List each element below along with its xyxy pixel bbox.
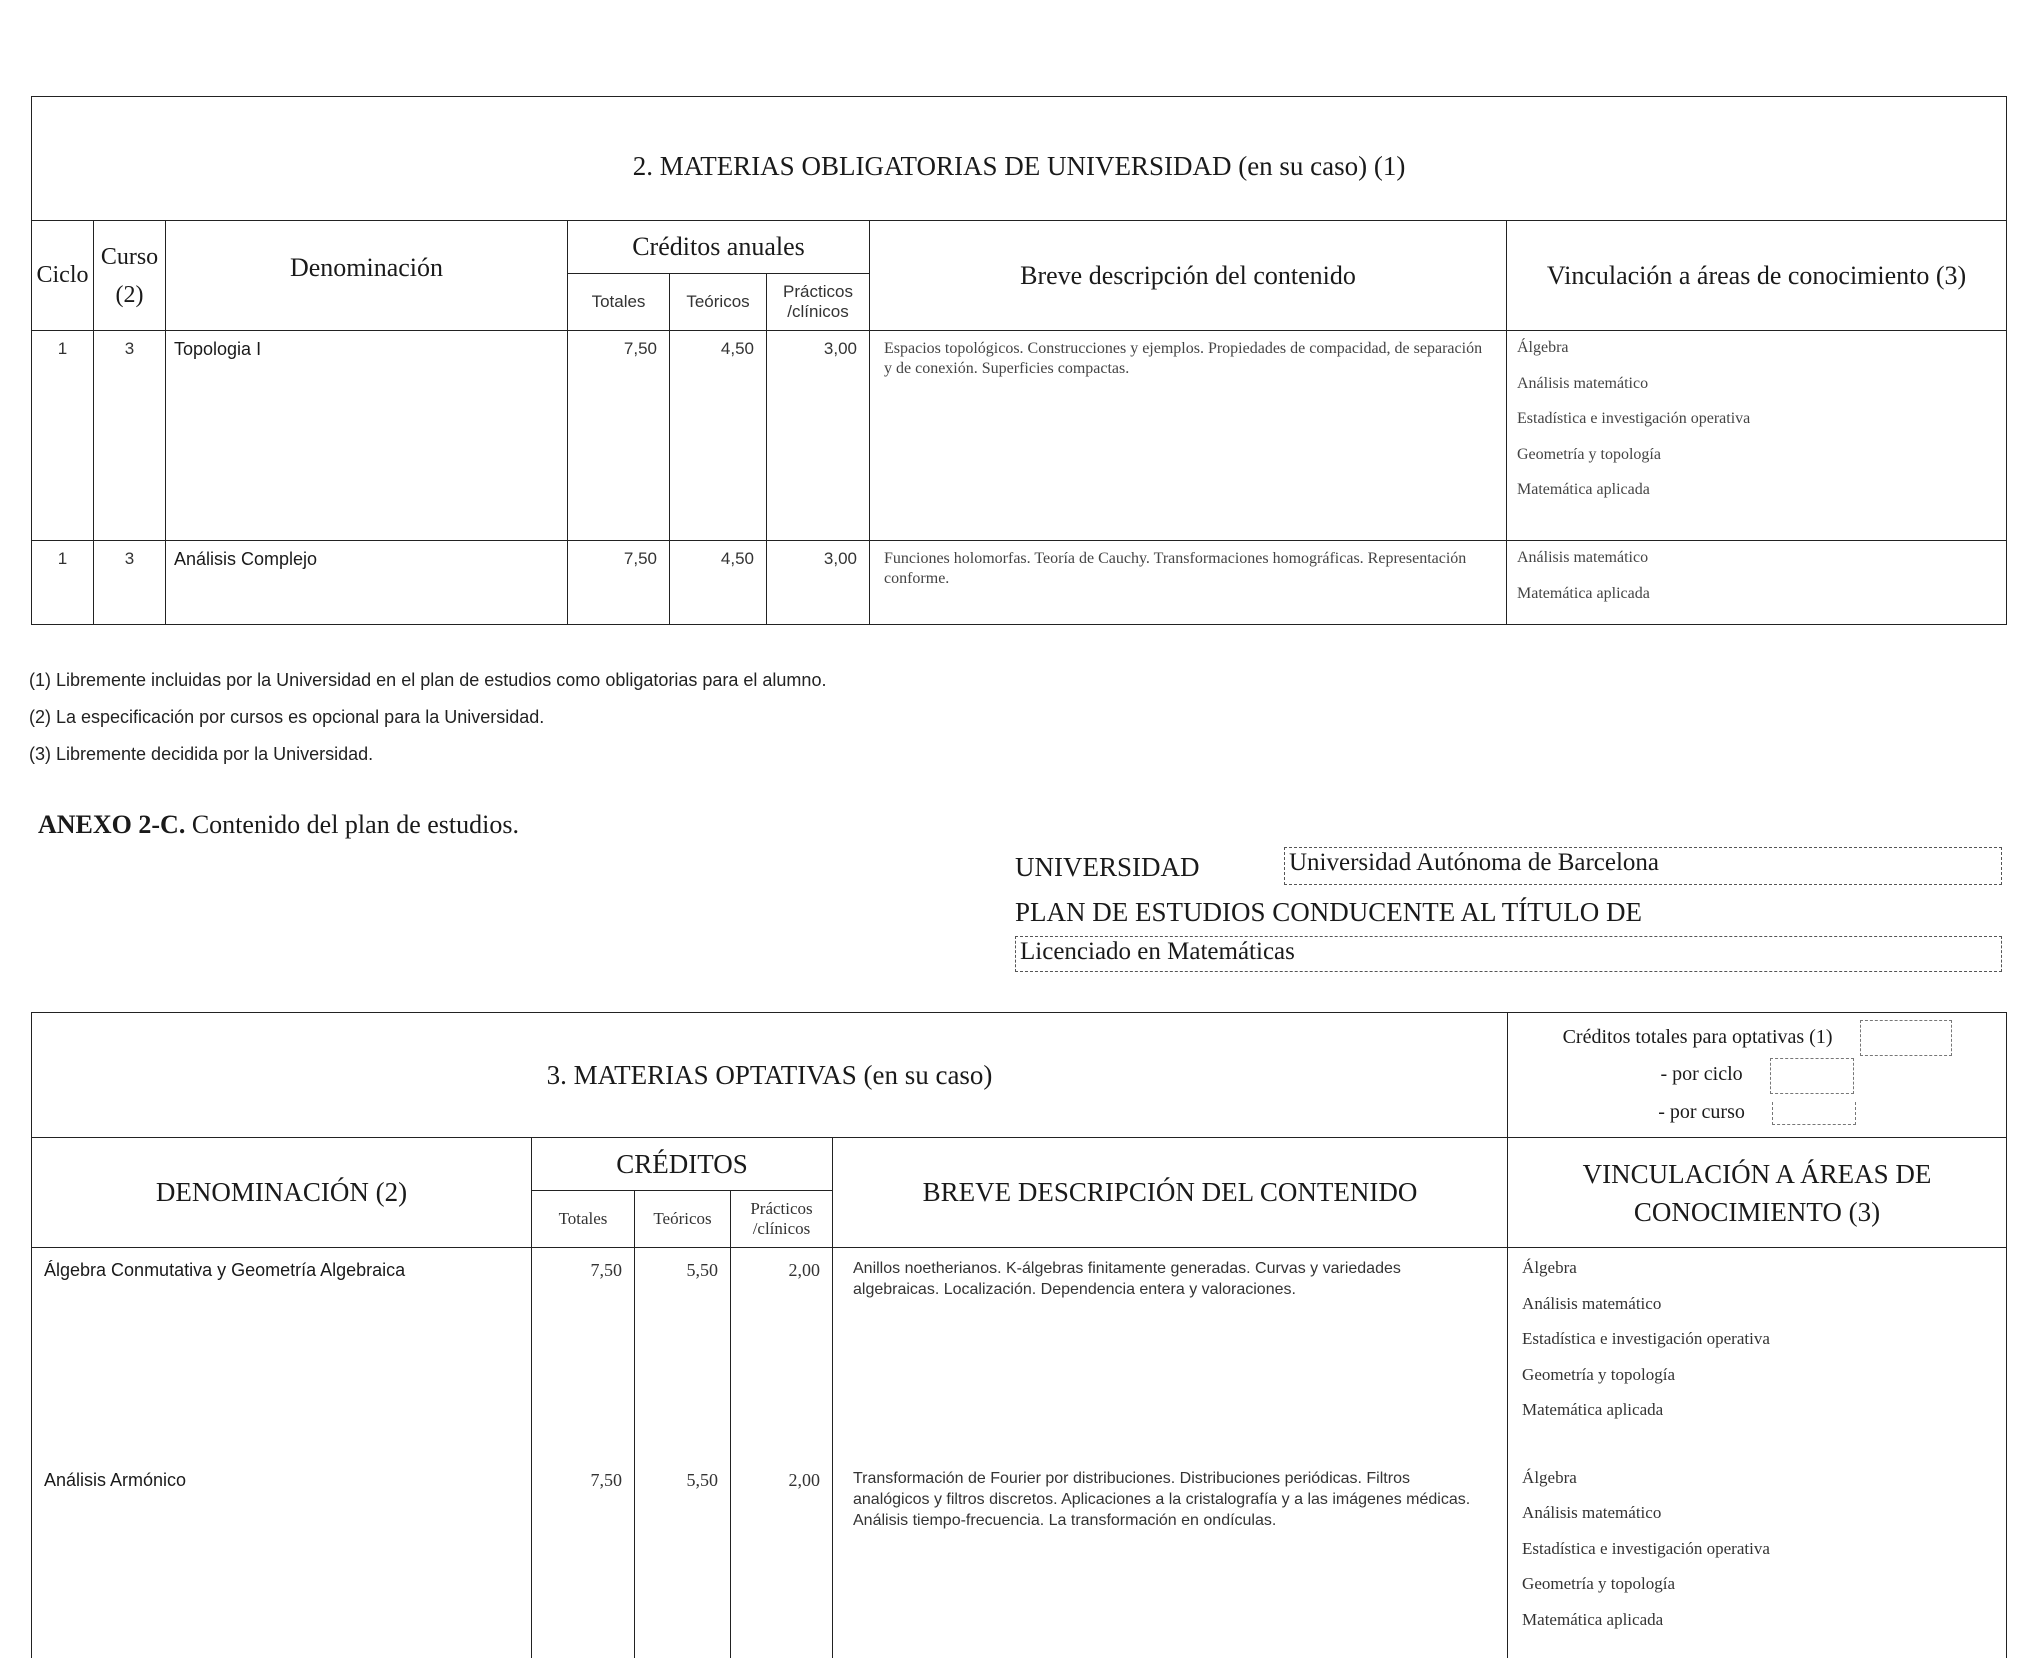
table1-title: 2. MATERIAS OBLIGATORIAS DE UNIVERSIDAD (en su caso) (1) <box>32 97 2007 221</box>
header-curso: Curso (2) <box>94 221 166 331</box>
footnote-2: (2) La especificación por cursos es opcional para la Universidad. <box>29 707 545 727</box>
header-denominacion: Denominación <box>166 221 568 331</box>
area-item: Estadística e investigación operativa <box>1522 1329 1770 1348</box>
plan-label: PLAN DE ESTUDIOS CONDUCENTE AL TÍTULO DE <box>1015 897 1642 927</box>
cell-teoricos: 4,50 <box>670 541 767 625</box>
cell-curso: 3 <box>94 331 166 541</box>
cell-ciclo: 1 <box>32 541 94 625</box>
universidad-field: Universidad Autónoma de Barcelona <box>1284 847 2002 885</box>
header-practicos: Prácticos /clínicos <box>731 1191 833 1248</box>
area-item: Estadística e investigación operativa <box>1517 410 1751 427</box>
cell-areas <box>1508 1458 2007 1658</box>
cell-practicos: 2,00 <box>731 1458 833 1658</box>
universidad-label: UNIVERSIDAD <box>1015 852 1200 882</box>
area-item: Estadística e investigación operativa <box>1522 1538 1770 1558</box>
titulo-field: Licenciado en Matemáticas <box>1015 936 2002 972</box>
area-item: Matemática aplicada <box>1517 481 1650 498</box>
area-item: Álgebra <box>1517 339 1569 356</box>
header-descripcion: Breve descripción del contenido <box>870 221 1507 331</box>
area-item: Matemática aplicada <box>1522 1400 1664 1419</box>
area-item: Álgebra <box>1522 1467 1577 1487</box>
footnote-3: (3) Libremente decidida por la Universidad. <box>29 744 374 764</box>
table2-title: 3. MATERIAS OPTATIVAS (en su caso) <box>32 1013 1508 1138</box>
creditos-optativas-box <box>1860 1020 1952 1056</box>
table-row <box>32 541 2007 625</box>
cell-denominacion: Análisis Armónico <box>32 1458 532 1658</box>
mandatory-subjects-table <box>31 96 2007 625</box>
cell-teoricos: 4,50 <box>670 331 767 541</box>
header-totales: Totales <box>568 274 670 331</box>
creditos-optativas-label: Créditos totales para optativas (1) <box>1562 1026 1833 1048</box>
cell-totales: 7,50 <box>532 1248 635 1458</box>
area-item: Geometría y topología <box>1522 1574 1676 1593</box>
cell-descripcion: Anillos noetherianos. K-álgebras finitamente generadas. Curvas y variedades algebraicas. Localización. Dependencia entera y valoraciones. <box>833 1248 1508 1458</box>
area-item: Matemática aplicada <box>1517 584 1650 602</box>
table-row <box>32 331 2007 541</box>
header-descripcion: BREVE DESCRIPCIÓN DEL CONTENIDO <box>833 1138 1508 1248</box>
header-vinculacion: VINCULACIÓN A ÁREAS DE CONOCIMIENTO (3) <box>1508 1138 2007 1248</box>
optional-subjects-table <box>31 1012 2007 1658</box>
area-item: Análisis matemático <box>1517 374 1649 392</box>
header-vinculacion: Vinculación a áreas de conocimiento (3) <box>1507 221 2007 331</box>
area-item: Geometría y topología <box>1517 445 1661 463</box>
cell-teoricos: 5,50 <box>635 1458 731 1658</box>
header-creditos-anuales: Créditos anuales <box>568 221 870 274</box>
cell-practicos: 3,00 <box>767 541 870 625</box>
cell-totales: 7,50 <box>532 1458 635 1658</box>
cell-totales: 7,50 <box>568 331 670 541</box>
cell-curso: 3 <box>94 541 166 625</box>
cell-descripcion: Transformación de Fourier por distribuciones. Distribuciones periódicas. Filtros analógicos y filtros discretos. Aplicaciones a la cristalografía y a las imágenes médicas. Análisis tiempo-frecuencia. La transformación en ondículas. <box>833 1458 1508 1658</box>
area-item: Álgebra <box>1522 1258 1577 1277</box>
por-curso-box <box>1772 1102 1856 1125</box>
anexo-heading: ANEXO 2-C. Contenido del plan de estudios. <box>38 810 519 839</box>
cell-areas <box>1508 1248 2007 1458</box>
creditos-optativas-cell <box>1508 1013 2007 1138</box>
cell-areas <box>1507 541 2007 625</box>
por-ciclo-label: - por ciclo <box>1660 1063 1743 1086</box>
area-item: Geometría y topología <box>1522 1364 1676 1384</box>
area-item: Análisis matemático <box>1522 1503 1662 1522</box>
por-ciclo-box <box>1770 1058 1854 1094</box>
cell-practicos: 3,00 <box>767 331 870 541</box>
cell-practicos: 2,00 <box>731 1248 833 1458</box>
cell-teoricos: 5,50 <box>635 1248 731 1458</box>
header-denominacion: DENOMINACIÓN (2) <box>32 1138 532 1248</box>
table-row <box>32 1248 2007 1458</box>
cell-ciclo: 1 <box>32 331 94 541</box>
area-item: Análisis matemático <box>1517 549 1649 566</box>
header-creditos: CRÉDITOS <box>532 1138 833 1191</box>
header-teoricos: Teóricos <box>635 1191 731 1248</box>
header-totales: Totales <box>532 1191 635 1248</box>
footnote-1: (1) Libremente incluidas por la Universidad en el plan de estudios como obligatorias para el alumno. <box>29 670 827 690</box>
area-item: Análisis matemático <box>1522 1293 1662 1313</box>
area-item: Matemática aplicada <box>1522 1609 1664 1629</box>
cell-denominacion: Álgebra Conmutativa y Geometría Algebraica <box>32 1248 532 1458</box>
header-practicos: Prácticos /clínicos <box>767 274 870 331</box>
header-ciclo: Ciclo <box>32 221 94 331</box>
cell-descripcion: Funciones holomorfas. Teoría de Cauchy. Transformaciones homográficas. Representación conforme. <box>870 541 1507 625</box>
cell-totales: 7,50 <box>568 541 670 625</box>
cell-denominacion: Análisis Complejo <box>166 541 568 625</box>
cell-descripcion: Espacios topológicos. Construcciones y ejemplos. Propiedades de compacidad, de separación y de conexión. Superficies compactas. <box>870 331 1507 541</box>
cell-denominacion: Topologia I <box>166 331 568 541</box>
header-teoricos: Teóricos <box>670 274 767 331</box>
por-curso-label: - por curso <box>1658 1100 1745 1123</box>
table-row <box>32 1458 2007 1658</box>
cell-areas <box>1507 331 2007 541</box>
